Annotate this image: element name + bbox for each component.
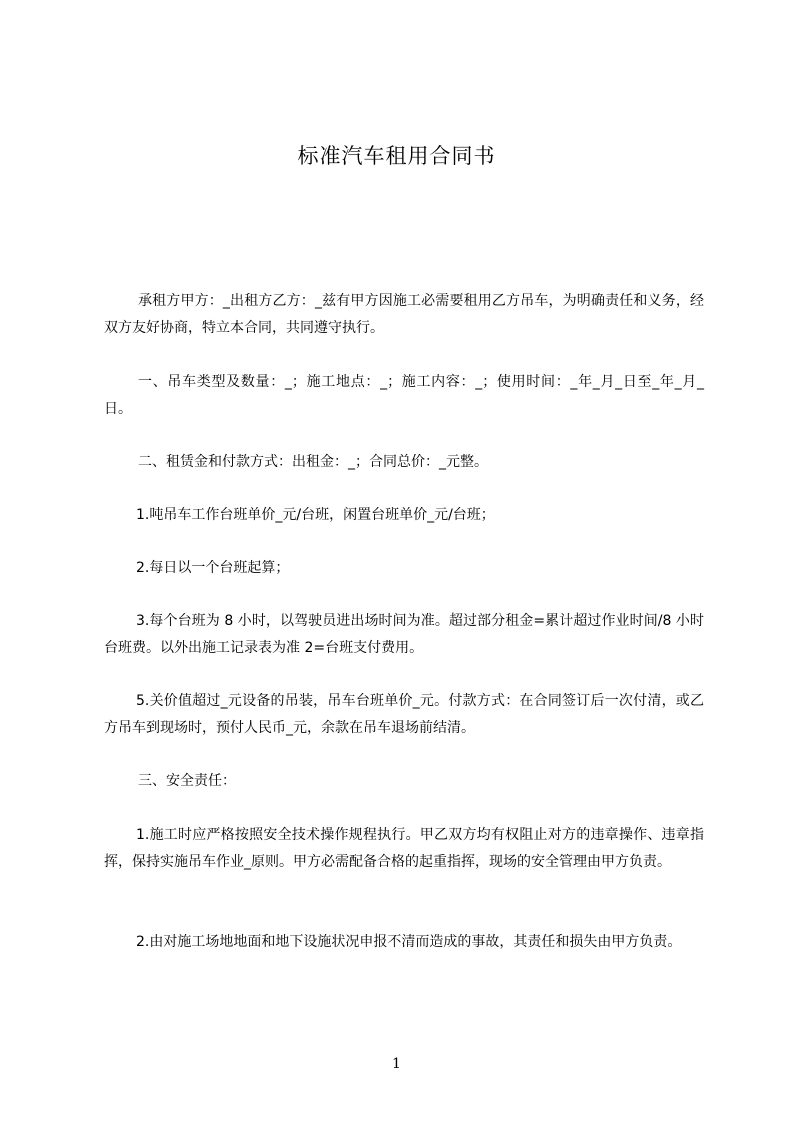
paragraph-parties: 承租方甲方：_出租方乙方：_兹有甲方因施工必需要租用乙方吊车，为明确责任和义务，经双方友好协商，特立本合同，共同遵守执行。 — [104, 293, 704, 336]
paragraph-item-3: 3.每个台班为 8 小时，以驾驶员进出场时间为准。超过部分租金=累计超过作业时间/8 小时台班费。以外出施工记录表为准 2=台班支付费用。 — [104, 613, 704, 656]
document-title: 标准汽车租用合同书 — [297, 144, 496, 168]
paragraph-safety-1: 1.施工时应严格按照安全技术操作规程执行。甲乙双方均有权阻止对方的违章操作、违章指挥，保持实施吊车作业_原则。甲方必需配备合格的起重指挥，现场的安全管理由甲方负责。 — [104, 827, 704, 870]
paragraph-item-5: 5.关价值超过_元设备的吊装，吊车台班单价_元。付款方式：在合同签订后一次付清，或乙方吊车到现场时，预付人民币_元，余款在吊车退场前结清。 — [104, 693, 704, 736]
paragraph-crane-type: 一、吊车类型及数量：_；施工地点：_；施工内容：_；使用时间：_年_月_日至_年_月_日。 — [104, 374, 704, 417]
paragraph-item-2: 2.每日以一个台班起算； — [136, 560, 290, 576]
paragraph-rent-payment: 二、租赁金和付款方式：出租金：_；合同总价：_元整。 — [138, 454, 488, 470]
paragraph-safety-2: 2.由对施工场地地面和地下设施状况申报不清而造成的事故，其责任和损失由甲方负责。 — [136, 934, 682, 950]
page-number: 1 — [392, 1056, 401, 1072]
paragraph-item-1: 1.吨吊车工作台班单价_元/台班，闲置台班单价_元/台班； — [136, 507, 495, 523]
paragraph-safety-heading: 三、安全责任： — [138, 773, 236, 789]
